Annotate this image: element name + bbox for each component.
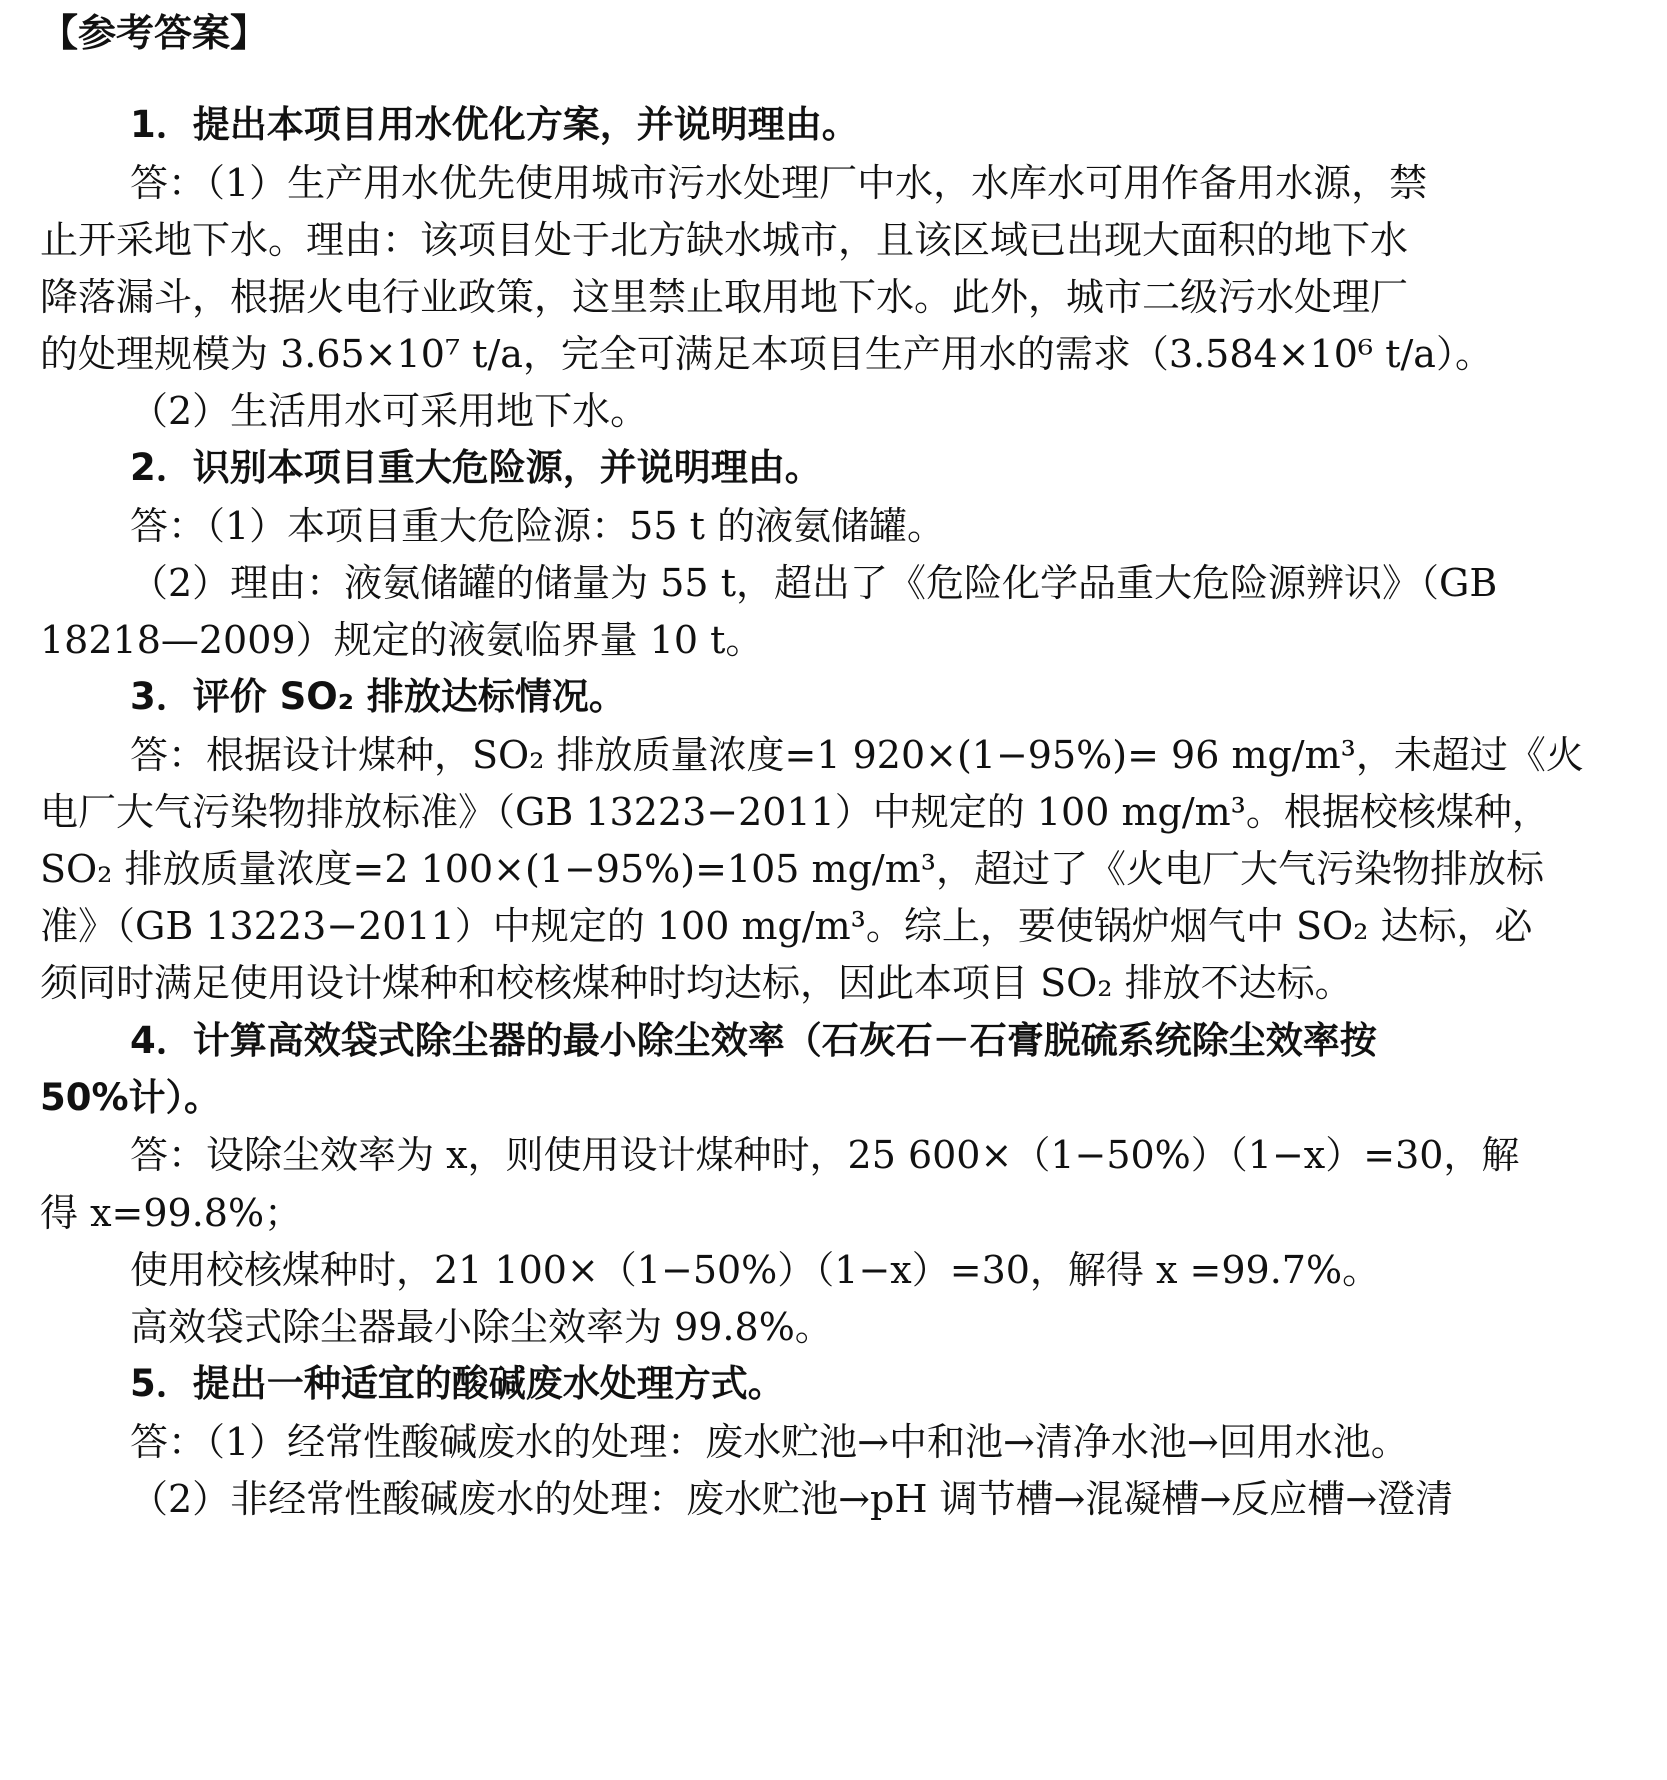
answer-line: 止开采地下水。理由：该项目处于北方缺水城市，且该区域已出现大面积的地下水 [40,218,1409,262]
question-1: 1．提出本项目用水优化方案，并说明理由。 [130,103,859,146]
answer-line: 的处理规模为 3.65×10⁷ t/a，完全可满足本项目生产用水的需求（3.584×10⁶ t/a）。 [40,332,1493,376]
question-3: 3．评价 SO₂ 排放达标情况。 [130,675,626,718]
answer-line: （2）生活用水可采用地下水。 [130,389,649,433]
question-5: 5．提出一种适宜的酸碱废水处理方式。 [130,1362,785,1405]
answer-line: 使用校核煤种时，21 100×（1−50%）（1−x）=30，解得 x =99.7%。 [130,1248,1381,1292]
page-title: 【参考答案】 [40,11,269,55]
answer-line: （2）非经常性酸碱废水的处理：废水贮池→pH 调节槽→混凝槽→反应槽→澄清 [130,1477,1454,1521]
answer-line: 须同时满足使用设计煤种和校核煤种时均达标，因此本项目 SO₂ 排放不达标。 [40,961,1353,1005]
answer-line: 18218—2009）规定的液氨临界量 10 t。 [40,618,764,662]
answer-line: 降落漏斗，根据火电行业政策，这里禁止取用地下水。此外，城市二级污水处理厂 [40,275,1409,319]
question-2: 2．识别本项目重大危险源，并说明理由。 [130,446,822,489]
answer-line: 答：设除尘效率为 x，则使用设计煤种时，25 600×（1−50%）（1−x）=30，解 [130,1133,1520,1177]
answer-line: 答：（1）生产用水优先使用城市污水处理厂中水，水库水可用作备用水源，禁 [130,161,1428,205]
question-4: 4．计算高效袋式除尘器的最小除尘效率（石灰石－石膏脱硫系统除尘效率按 [130,1019,1377,1062]
answer-line: SO₂ 排放质量浓度=2 100×(1−95%)=105 mg/m³，超过了《火电厂大气污染物排放标 [40,847,1544,891]
answer-line: 准》（GB 13223−2011）中规定的 100 mg/m³。综上，要使锅炉烟气中 SO₂ 达标，必 [40,904,1533,948]
answer-line: 得 x=99.8%； [40,1191,303,1235]
answer-line: （2）理由：液氨储罐的储量为 55 t，超出了《危险化学品重大危险源辨识》（GB [130,561,1498,605]
answer-line: 答：（1）经常性酸碱废水的处理：废水贮池→中和池→清净水池→回用水池。 [130,1420,1409,1464]
answer-line: 高效袋式除尘器最小除尘效率为 99.8%。 [130,1305,833,1349]
answer-line: 电厂大气污染物排放标准》（GB 13223−2011）中规定的 100 mg/m³。根据校核煤种， [40,790,1550,834]
answer-line: 答：（1）本项目重大危险源：55 t 的液氨储罐。 [130,504,945,548]
question-4-cont: 50%计）。 [40,1076,222,1119]
answer-line: 答：根据设计煤种，SO₂ 排放质量浓度=1 920×(1−95%)= 96 mg/m³，未超过《火 [130,733,1584,777]
